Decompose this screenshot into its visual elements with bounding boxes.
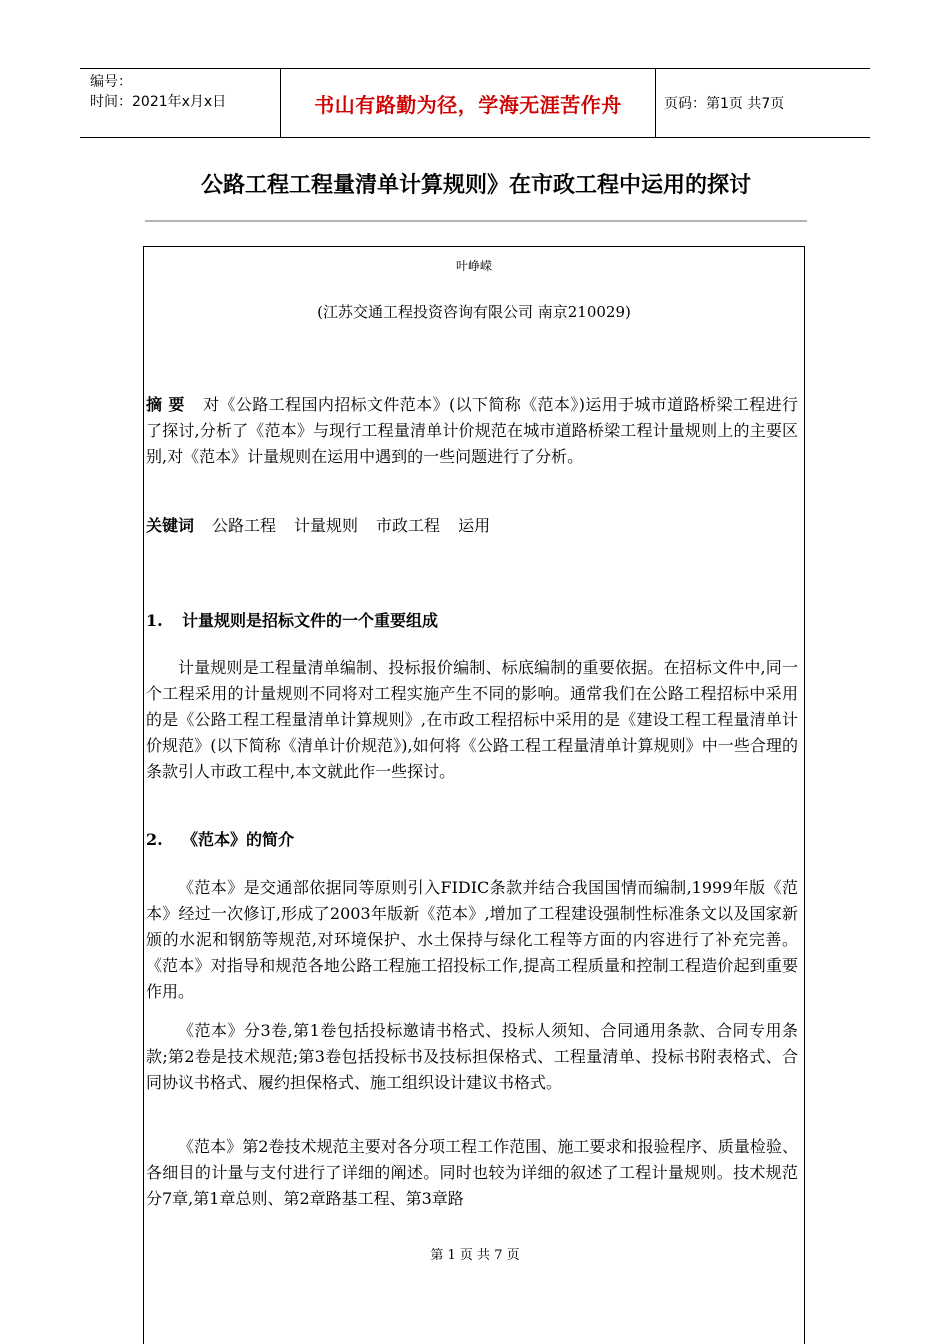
abstract-label: 摘 要 bbox=[146, 395, 185, 414]
header-table bbox=[80, 68, 870, 138]
keywords-label: 关键词 bbox=[146, 516, 195, 535]
section-number: 1. bbox=[146, 611, 163, 630]
keyword-item: 运用 bbox=[458, 516, 491, 535]
section-heading bbox=[146, 827, 294, 853]
body-paragraph: 计量规则是工程量清单编制、投标报价编制、标底编制的重要依据。在招标文件中,同一个工程采用的计量规则不同将对工程实施产生不同的影响。通常我们在公路工程招标中采用的是《公路工程工程量清单计算规则》,在市政工程招标中采用的是《建设工程工程量清单计价规范》(以下简称《清单计价规范》),如何将《公路工程工程量清单计算规则》中一些合理的条款引人市政工程中,本文就此作一些探讨。 bbox=[146, 658, 798, 781]
body-paragraph: 《范本》是交通部依据同等原则引入FIDIC条款并结合我国国情而编制,1999年版《范本》经过一次修订,形成了2003年版新《范本》,增加了工程建设强制性标准条文以及国家新颁的水泥和钢筋等规范,对环境保护、水土保持与绿化工程等方面的内容进行了补充完善。《范本》对指导和规范各地公路工程施工招投标工作,提高工程质量和控制工程造价起到重要作用。 bbox=[146, 878, 798, 1001]
section-title: 计量规则是招标文件的一个重要组成 bbox=[182, 611, 439, 630]
author-affiliation: (江苏交通工程投资咨询有限公司 南京210029) bbox=[317, 303, 631, 321]
keyword-item: 计量规则 bbox=[294, 516, 359, 535]
document-number-label: 编号： bbox=[90, 74, 132, 90]
title-divider bbox=[145, 220, 807, 222]
page-footer: 第 1 页 共 7 页 bbox=[430, 1248, 520, 1263]
document-time-label: 时间：2021年x月x日 bbox=[90, 94, 227, 110]
abstract-text: 对《公路工程国内招标文件范本》(以下简称《范本》)运用于城市道路桥梁工程进行了探讨,分析了《范本》与现行工程量清单计价规范在城市道路桥梁工程计量规则上的主要区别,对《范本》计量规则在运用中遇到的一些问题进行了分析。 bbox=[146, 395, 798, 466]
keywords bbox=[146, 513, 798, 539]
section-heading bbox=[146, 608, 438, 634]
content-box bbox=[143, 246, 805, 1344]
document-title: 公路工程工程量清单计算规则》在市政工程中运用的探讨 bbox=[200, 173, 751, 198]
header-motto: 书山有路勤为径，学海无涯苦作舟 bbox=[281, 69, 656, 137]
keyword-item: 市政工程 bbox=[376, 516, 441, 535]
header-meta-cell bbox=[80, 69, 281, 137]
header-page-label: 页码：第1页 共7页 bbox=[664, 96, 785, 112]
author-name: 叶峥嵘 bbox=[455, 259, 492, 273]
abstract bbox=[146, 392, 798, 470]
section-number: 2. bbox=[146, 830, 163, 849]
body-paragraph: 《范本》第2卷技术规范主要对各分项工程工作范围、施工要求和报验程序、质量检验、各细目的计量与支付进行了详细的阐述。同时也较为详细的叙述了工程计量规则。技术规范分7章,第1章总则、第2章路基工程、第3章路 bbox=[146, 1137, 798, 1208]
body-paragraph: 《范本》分3卷,第1卷包括投标邀请书格式、投标人须知、合同通用条款、合同专用条款;第2卷是技术规范;第3卷包括投标书及技标担保格式、工程量清单、投标书附表格式、合同协议书格式、履约担保格式、施工组织设计建议书格式。 bbox=[146, 1021, 798, 1092]
keyword-item: 公路工程 bbox=[212, 516, 277, 535]
section-title: 《范本》的简介 bbox=[182, 830, 295, 849]
